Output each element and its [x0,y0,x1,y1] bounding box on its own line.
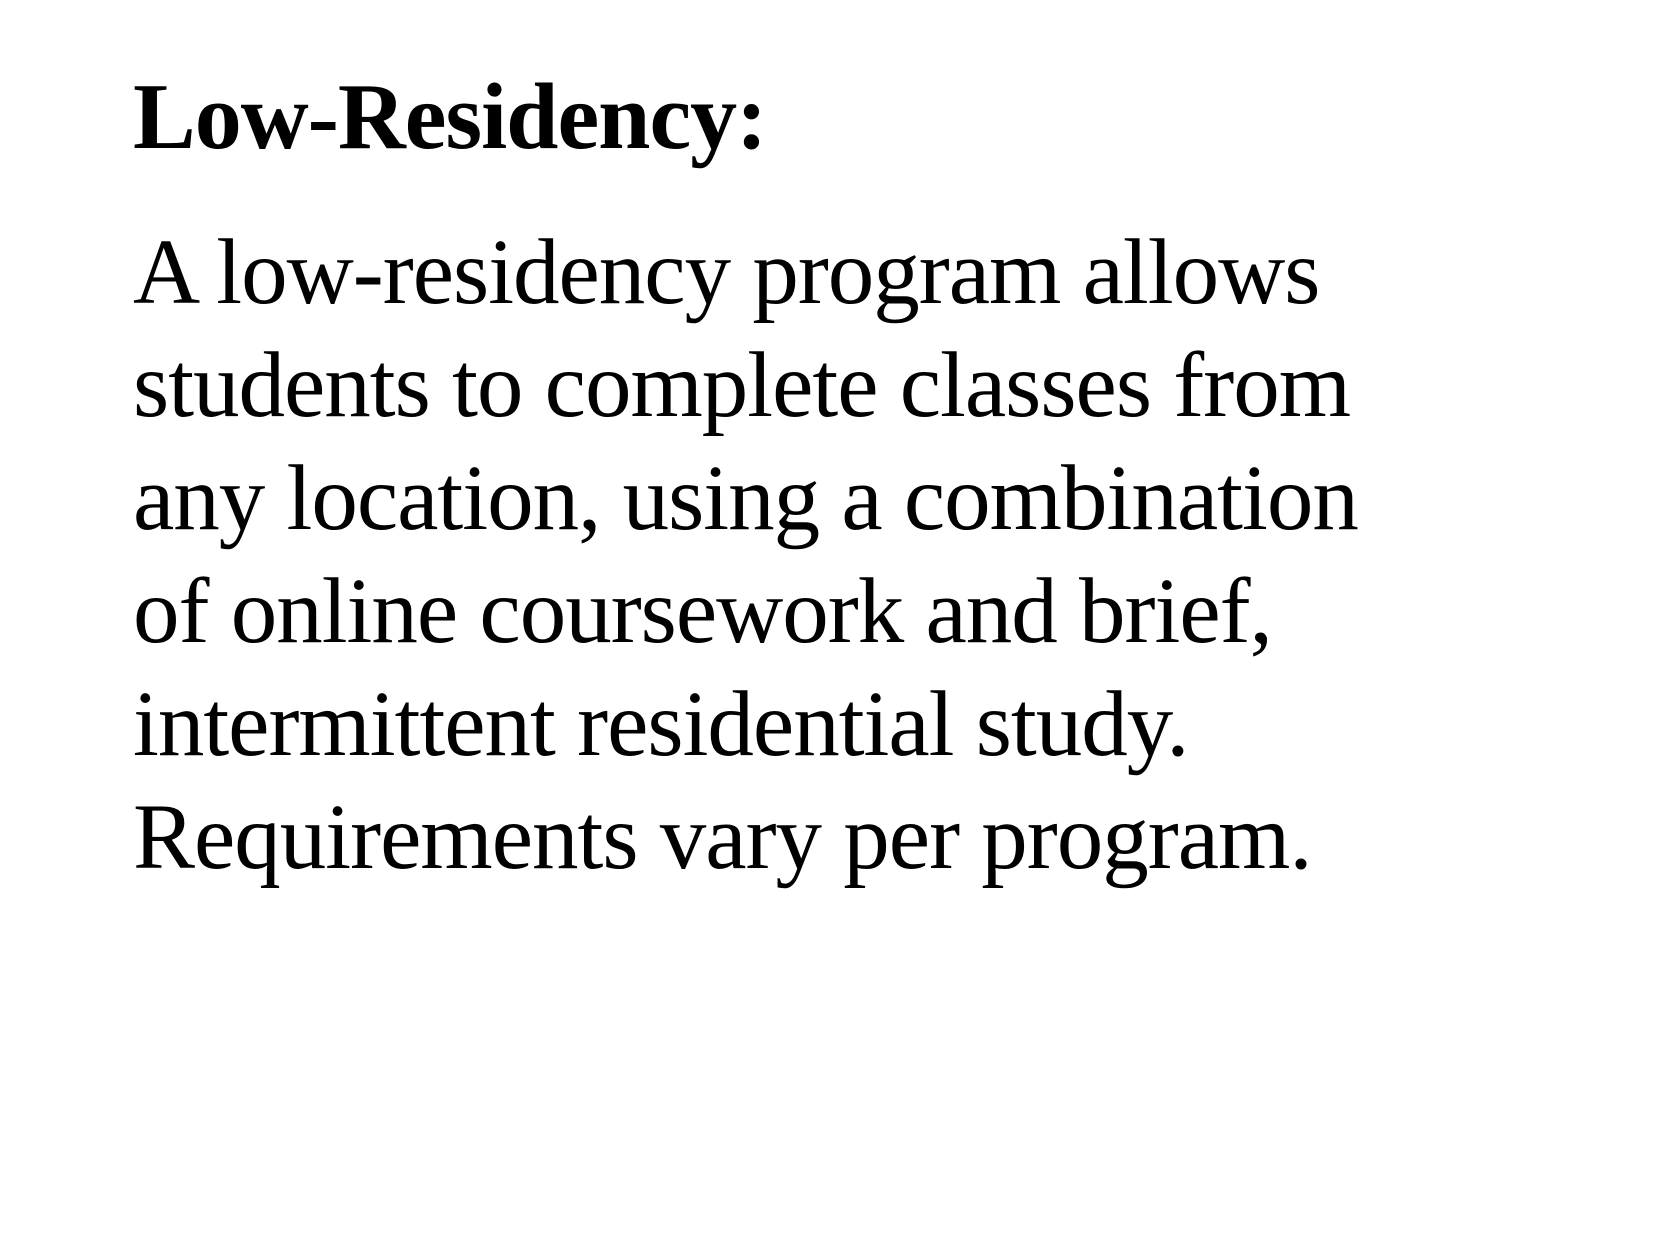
paragraph-line: intermittent residential study. [133,672,1189,776]
heading-low-residency: Low-Residency: [133,65,767,169]
paragraph-line: of online coursework and brief, [133,559,1272,663]
paragraph-line: A low-residency program allows [133,220,1320,324]
paragraph-line: any location, using a combination [133,446,1358,550]
paragraph-line: students to complete classes from [133,333,1351,437]
text-block [133,62,1473,895]
paragraph-line: Requirements vary per program. [133,785,1312,889]
definition-paragraph [133,217,1473,895]
